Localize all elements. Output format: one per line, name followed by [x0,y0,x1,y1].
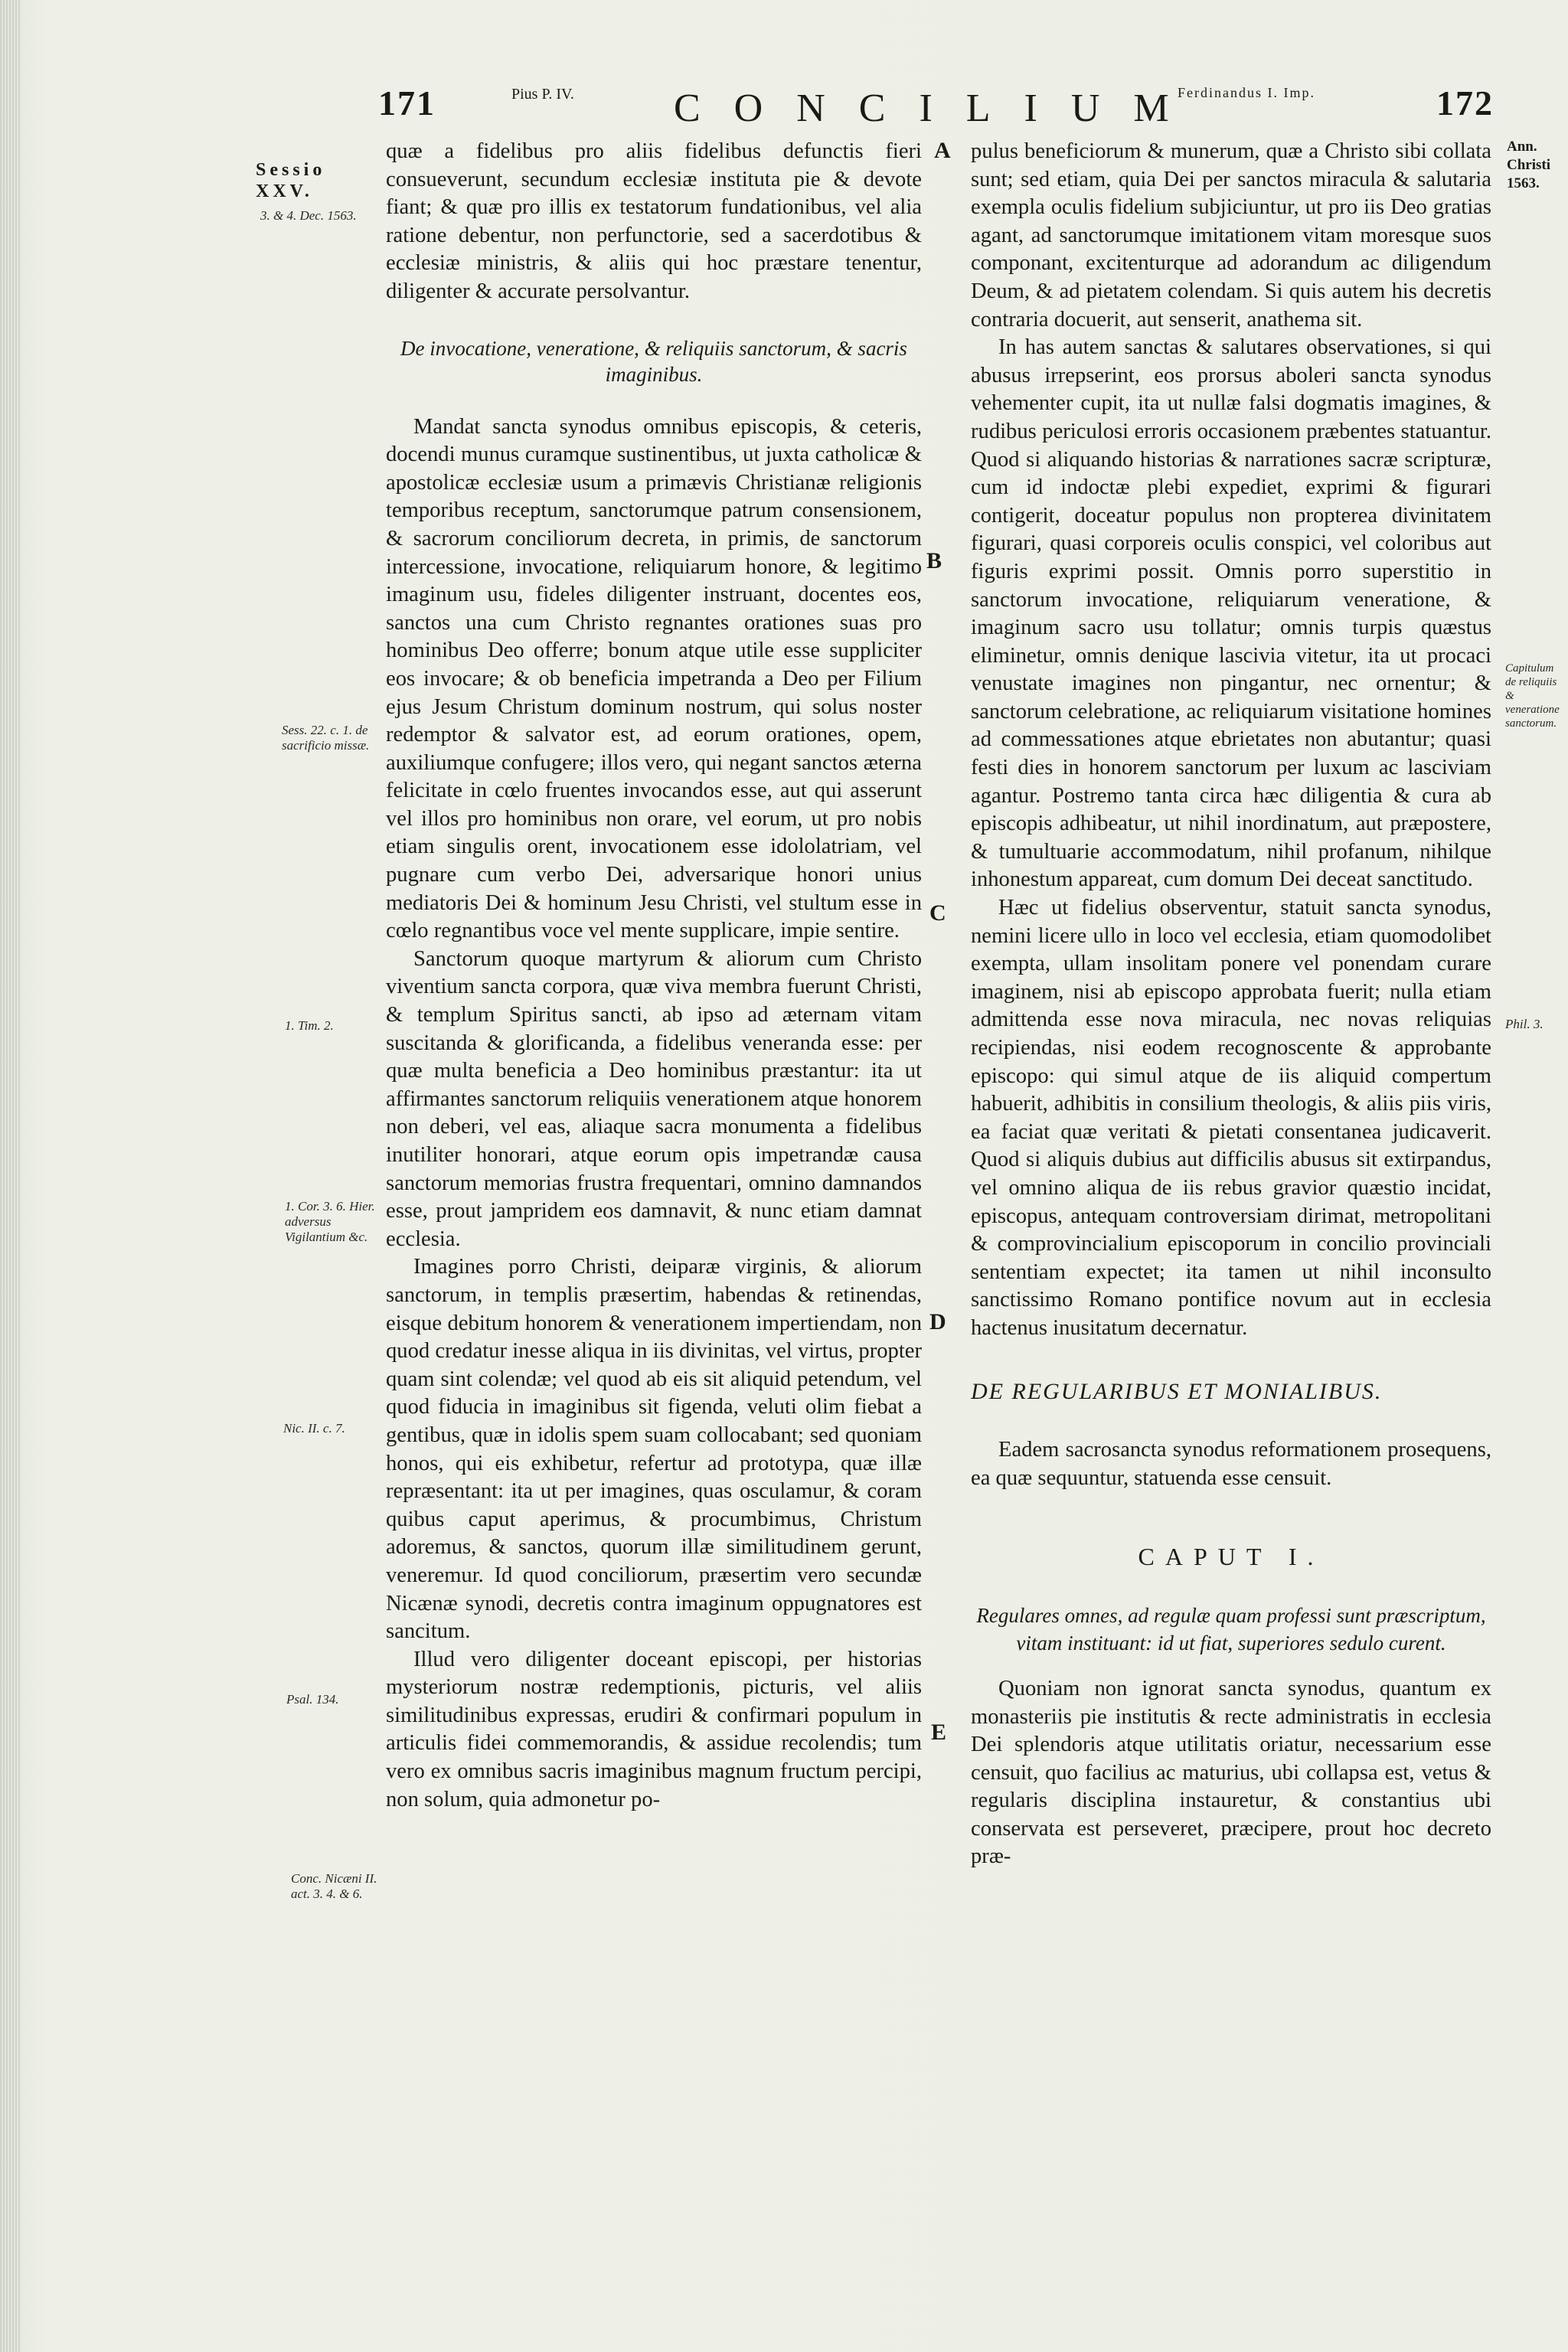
pope-name: Pius P. IV. [511,86,574,103]
left-paragraph-4: Imagines porro Christi, deiparæ virginis, & aliorum sanctorum, in templis præsertim, habendas & retinendas, eisque debitum honorem & venerationem impertiendam, non quod credatur inesse aliqua in iis divinitas, vel virtus, propter quam sint colendæ; vel quod ab eis sit aliquid petendum, vel quod fiducia in imaginibus sit figenda, veluti olim fiebat a gentibus, quæ in idolis spem suam collocabant; sed quoniam honos, qui eis exhibetur, refertur ad prototypa, quæ illæ repræsentant: ita ut per imagines, quas osculamur, & coram quibus caput aperimus, & procumbimus, Christum adoremus, & sanctos, quorum illæ similitudinem gerunt, veneremur. Id quod conciliorum, præsertim vero secundæ Nicænæ synodi, decretis contra imaginum oppugnatores est sancitum. [386,1255,922,1644]
running-header [0,83,1568,129]
section-heading-regulars: DE REGULARIBUS ET MONIALIBUS. [971,1378,1383,1404]
section-mark-e: E [931,1720,947,1745]
margin-note-sess22: Sess. 22. c. 1. de sacrificio missæ. [282,723,370,753]
chapter-summary: Regulares omnes, ad regulæ quam professi sunt præscriptum, vitam instituant: id ut fiat, superiores sedulo curent. [976,1603,1486,1655]
margin-note-capitulum: Capitulum de reliquiis & veneratione sanctorum. [1505,662,1560,730]
left-paragraph-3: Sanctorum quoque martyrum & aliorum cum Christo viventium sancta corpora, quæ viva membra fuerunt Christi, & templum Spiritus sancti, ab ipso ad æternam vitam suscitanda & glorificanda, a fidelibus veneranda esse: per quæ multa beneficia a Deo hominibus præstantur: ita ut affirmantes sanctorum reliquiis venerationem atque honorem non deberi, vel eas, aliaque sacra monumenta a fidelibus inutiliter honorari, atque eorum opis impetrandæ causa sanctorum memorias frustra frequentari, omnino damnandos esse, prout jampridem eos damnavit, & nunc etiam damnat ecclesia. [386,946,922,1251]
session-label: Sessio XXV. [256,160,326,201]
margin-note-cor: 1. Cor. 3. 6. Hier. adversus Vigilantium &c. [285,1199,375,1244]
year-label: Ann. Christi 1563. [1507,139,1550,191]
page-edge [0,0,20,2352]
margin-note-psal: Psal. 134. [286,1692,339,1707]
margin-note-phil: Phil. 3. [1505,1017,1544,1031]
right-paragraph-4: Eadem sacrosancta synodus reformationem prosequens, ea quæ sequuntur, statuenda esse censuit. [971,1438,1491,1490]
section-mark-a: A [934,138,951,163]
right-paragraph-3: Hæc ut fidelius observentur, statuit sancta synodus, nemini licere ullo in loco vel ecclesia, etiam quomodolibet exempta, ullam insolitam ponere vel ponendam curare imaginem, nisi ab episcopo approbata fuerit; nulla etiam admittenda esse nova miracula, nec novas reliquias recipiendas, nisi eodem recognoscente & approbante episcopo: qui simul atque de iis aliquid compertum habuerit, adhibitis in consilium theologis, & aliis piis viris, ea faciat quæ veritati & pietati consentanea judicaverit. Quod si aliquis dubius aut difficilis abusus sit extirpandus, vel omnino aliqua de iis rebus gravior quæstio incidat, episcopus, antequam controversiam dirimat, metropolitani & comprovincialium episcoporum in concilio provinciali sententiam expectet; ita tamen ut nihil inconsulto sanctissimo Romano pontifice novum aut in ecclesia hactenus inusitatum decernatur. [971,896,1491,1340]
emperor-name: Ferdinandus I. Imp. [1178,85,1315,100]
left-paragraph-2: Mandat sancta synodus omnibus episcopis, & ceteris, docendi munus curamque sustinentibus, ut juxta catholicæ & apostolicæ ecclesiæ usum a primævis Christianæ religionis temporibus receptum, sanctorumque patrum consensionem, & sacrorum conciliorum decreta, in primis, de sanctorum intercessione, invocatione, reliquiarum honore, & legitimo imaginum usu, fideles diligenter instruant, docentes eos, sanctos una cum Christo regnantes orationes suas pro hominibus Deo offerre; bonum atque utile esse suppliciter eos invocare; & ob beneficia impetranda a Deo per Filium ejus Jesum Christum dominum nostrum, qui solus noster redemptor & salvator est, ad eorum orationes, opem, auxiliumque confugere; illos vero, qui negant sanctos æterna felicitate in cœlo fruentes invocandos esse, aut qui asserunt vel illos pro hominibus non orare, vel eorum, ut pro nobis etiam singulis orent, invocationem esse idololatriam, vel pugnare cum verbo Dei, adversarique honori unius mediatoris Dei & hominum Jesu Christi, vel stultum esse in cœlo regnantibus voce vel mente supplicare, impie sentire. [386,414,922,943]
right-column [971,138,1491,1871]
chapter-heading: CAPUT I. [1138,1543,1325,1571]
margin-note-nic: Nic. II. c. 7. [283,1421,345,1436]
left-column [386,138,922,1814]
margin-note-conc: Conc. Nicæni II. act. 3. 4. & 6. [291,1871,377,1901]
page-number-left: 171 [378,83,436,122]
page-number-right: 172 [1436,83,1494,122]
left-paragraph-1: quæ a fidelibus pro aliis fidelibus defunctis fieri consueverunt, secundum ecclesiæ instituta pie & devote fiant; & quæ pro illis ex testatorum fundationibus, vel alia ratione debentur, non perfunctorie, sed a sacerdotibus & ecclesiæ ministris, & aliis qui hoc præstare tenentur, diligenter & accurate persolvantur. [386,139,922,303]
left-paragraph-5: Illud vero diligenter doceant episcopi, per historias mysteriorum nostræ redemptionis, picturis, vel aliis similitudinibus expressas, erudiri & confirmari populum in articulis fidei commemorandis, & assidue recolendis; tum vero ex omnibus sacris imaginibus magnum fructum percipi, non solum, quia admonetur po- [386,1647,922,1811]
right-paragraph-5: Quoniam non ignorat sancta synodus, quantum ex monasteriis pie institutis & recte administratis in ecclesia Dei splendoris atque utilitatis oriatur, necessarium esse censuit, quo facilius ac maturius, ubi collapsa est, vetus & regularis disciplina instauretur, & constantius ubi conservata est perseveret, præcipere, prout hoc decreto præ- [971,1676,1491,1869]
margin-date: 3. & 4. Dec. 1563. [260,208,357,223]
rubric-invocation: De invocatione, veneratione, & reliquiis sanctorum, & sacris imaginibus. [400,336,907,386]
section-mark-d: D [929,1309,946,1334]
margin-note-tim: 1. Tim. 2. [285,1018,334,1033]
section-mark-b: B [926,548,942,573]
right-paragraph-1: pulus beneficiorum & munerum, quæ a Christo sibi collata sunt; sed etiam, quia Dei per sanctos miracula & salutaria exempla oculis fidelium subjiciuntur, ut pro iis Deo gratias agant, ad sanctorumque imitationem vitam moresque suos componant, excitenturque ad adorandum ac diligendum Deum, & ad pietatem colendam. Si quis autem his decretis contraria docuerit, aut senserit, anathema sit. [971,139,1491,332]
running-title: CONCILIUM [674,87,1203,130]
right-paragraph-2: In has autem sanctas & salutares observationes, si qui abusus irrepserint, eos prorsus aboleri sancta synodus vehementer cupit, ita ut nullæ falsi dogmatis imagines, & rudibus periculosi erroris occasionem præbentes statuantur. Quod si aliquando historias & narrationes sacræ scripturæ, cum id indoctæ plebi expediet, exprimi & figurari contigerit, doceatur populus non propterea divinitatem figurari, quasi corporeis oculis conspici, vel coloribus aut figuris exprimi possit. Omnis porro superstitio in sanctorum invocatione, reliquiarum veneratione, & imaginum sacro usu tollatur; omnis turpis quæstus eliminetur, omnis denique lascivia vitetur, ita ut procaci venustate imagines non pingantur, nec ornentur; & sanctorum celebratione, ac reliquiarum visitatione homines ad commessationes atque ebrietates non abutantur; quasi festi dies in honorem sanctorum per luxum ac lasciviam agantur. Postremo tanta circa hæc diligentia & cura ab episcopis adhibeatur, ut nihil inordinatum, aut præpostere, & tumultuarie accommodatum, nihil profanum, nihilque inhonestum appareat, cum domum Dei deceat sanctitudo. [971,335,1491,892]
section-mark-c: C [929,900,946,926]
